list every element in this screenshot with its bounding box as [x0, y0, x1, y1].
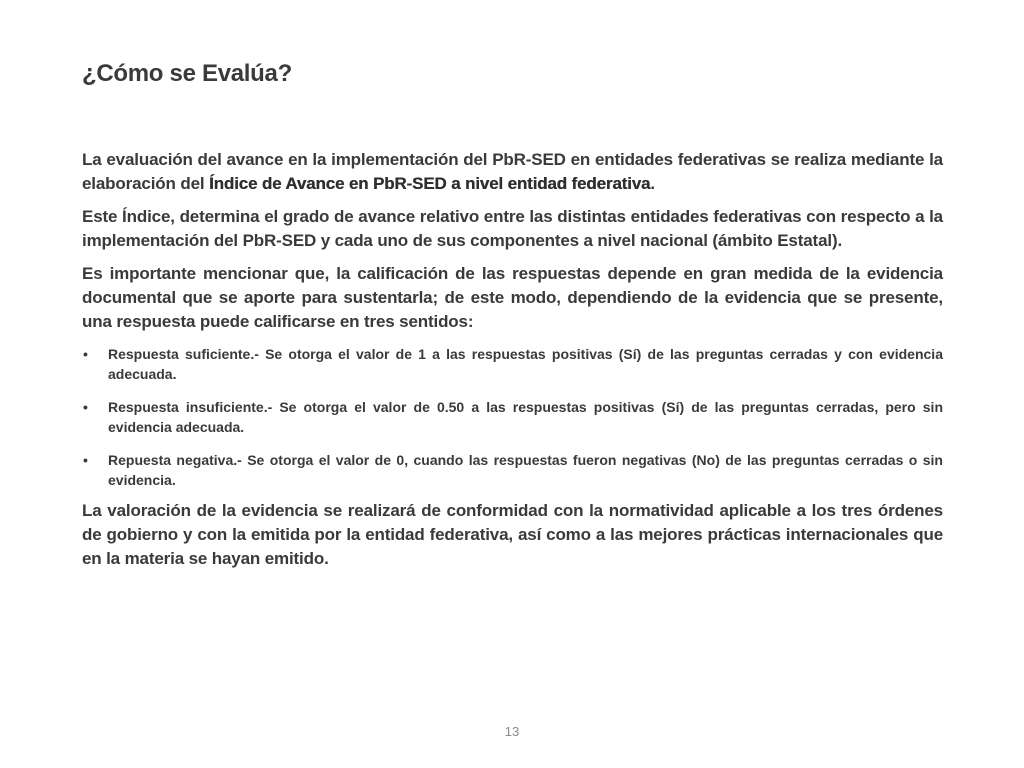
paragraph-evaluation	[82, 148, 943, 196]
paragraph-evaluation-text: La evaluación del avance en la implementación del PbR-SED en entidades federativas se realiza mediante la elaboración del	[82, 150, 943, 193]
bullet-text: Repuesta negativa.- Se otorga el valor de 0, cuando las respuestas fueron negativas (No) de las preguntas cerradas o sin evidencia.	[108, 452, 943, 488]
bullet-text: Respuesta suficiente.- Se otorga el valor de 1 a las respuestas positivas (Sí) de las preguntas cerradas y con evidencia adecuada.	[108, 346, 943, 382]
response-types-list	[82, 344, 943, 490]
bullet-text: Respuesta insuficiente.- Se otorga el valor de 0.50 a las respuestas positivas (Sí) de las preguntas cerradas, pero sin evidencia adecuada.	[108, 399, 943, 435]
bullet-icon: •	[83, 452, 88, 468]
list-item	[82, 344, 943, 384]
list-item	[82, 397, 943, 437]
index-name-emphasis: Índice de Avance en PbR-SED a nivel entidad federativa	[209, 174, 651, 193]
slide-title: ¿Cómo se Evalúa?	[82, 60, 292, 87]
bullet-icon: •	[83, 399, 88, 415]
paragraph-evaluation-end: .	[650, 174, 655, 193]
paragraph-index-description: Este Índice, determina el grado de avance relativo entre las distintas entidades federativas con respecto a la implementación del PbR-SED y cada uno de sus componentes a nivel nacional (ámbito Estatal).	[82, 207, 943, 250]
list-item	[82, 450, 943, 490]
bullet-icon: •	[83, 346, 88, 362]
paragraph-evidence: Es importante mencionar que, la calificación de las respuestas depende en gran medida de la evidencia documental que se aporte para sustentarla; de este modo, dependiendo de la evidencia que se presente, una respuesta puede calificarse en tres sentidos:	[82, 264, 943, 331]
paragraph-valuation: La valoración de la evidencia se realizará de conformidad con la normatividad aplicable a los tres órdenes de gobierno y con la emitida por la entidad federativa, así como a las mejores prácticas internacionales que en la materia se hayan emitido.	[82, 501, 943, 568]
page-number: 13	[504, 724, 520, 739]
slide-content	[82, 148, 943, 571]
